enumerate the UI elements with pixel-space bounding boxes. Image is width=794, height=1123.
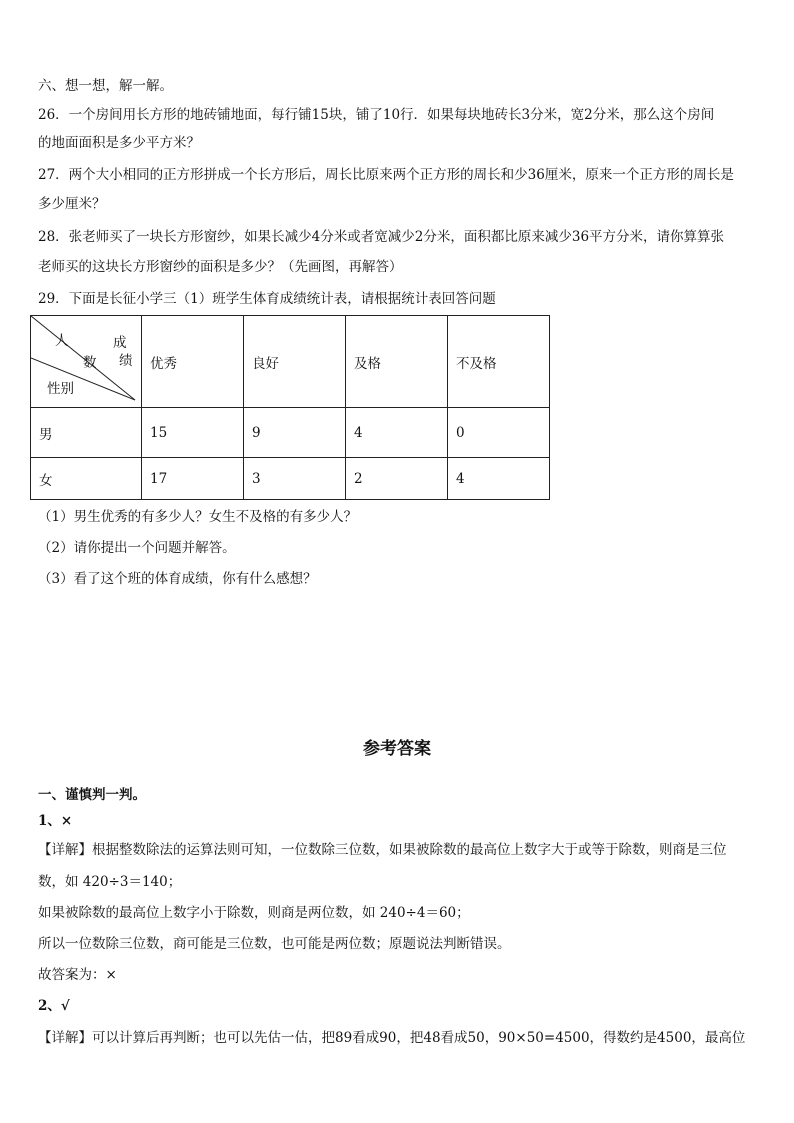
answer-2-line1: 【详解】可以计算后再判断；也可以先估一估，把89看成90，把48看成50，90×50=4500，得数约是4500，最高位 [38, 1030, 746, 1046]
corner-label-score-2: 绩 [119, 353, 133, 369]
table-cell: 4 [448, 458, 550, 500]
column-header: 不及格 [448, 316, 550, 408]
table-cell: 9 [244, 408, 346, 458]
table-cell: 3 [244, 458, 346, 500]
table-cell: 17 [142, 458, 244, 500]
answer-1-line4: 所以一位数除三位数，商可能是三位数，也可能是两位数；原题说法判断错误。 [38, 936, 511, 952]
corner-label-score-1: 成 [113, 335, 127, 351]
corner-label-count: 数 [83, 355, 97, 371]
question-29-sub3: （3）看了这个班的体育成绩，你有什么感想？ [38, 571, 317, 587]
row-label: 女 [31, 458, 142, 500]
question-26-line2: 的地面面积是多少平方米？ [38, 135, 200, 151]
question-29-sub1: （1）男生优秀的有多少人？女生不及格的有多少人？ [38, 509, 358, 525]
table-cell: 0 [448, 408, 550, 458]
corner-label-gender: 性别 [47, 381, 74, 397]
table-row [31, 408, 550, 458]
answer-1-line1: 【详解】根据整数除法的运算法则可知，一位数除三位数，如果被除数的最高位上数字大于或等于除数，则商是三位 [38, 842, 727, 858]
question-27-line2: 多少厘米？ [38, 196, 106, 212]
row-label: 男 [31, 408, 142, 458]
corner-label-people: 人 [55, 333, 69, 349]
table-cell: 15 [142, 408, 244, 458]
question-28-line2: 老师买的这块长方形窗纱的面积是多少？（先画图，再解答） [38, 259, 403, 275]
question-29-sub2: （2）请你提出一个问题并解答。 [38, 540, 236, 556]
question-29-title: 29．下面是长征小学三（1）班学生体育成绩统计表，请根据统计表回答问题 [38, 291, 496, 307]
section6-title: 六、想一想，解一解。 [38, 78, 173, 94]
column-header: 及格 [346, 316, 448, 408]
score-table [30, 315, 550, 500]
answer-1-line3: 如果被除数的最高位上数字小于除数，则商是两位数，如 240÷4＝60； [38, 905, 470, 921]
question-26-line1: 26．一个房间用长方形的地砖铺地面，每行铺15块，铺了10行．如果每块地砖长3分米，宽2分米，那么这个房间 [38, 107, 715, 123]
table-cell: 4 [346, 408, 448, 458]
answers-title: 参考答案 [363, 739, 431, 759]
table-row [31, 458, 550, 500]
question-27-line1: 27．两个大小相同的正方形拼成一个长方形后，周长比原来两个正方形的周长和少36厘米，原来一个正方形的周长是 [38, 167, 734, 183]
question-28-line1: 28．张老师买了一块长方形窗纱，如果长减少4分米或者宽减少2分米，面积都比原来减少36平方分米，请你算算张 [38, 229, 725, 245]
answer-1-line5: 故答案为：× [38, 967, 117, 983]
answer-2-label: 2、√ [38, 998, 70, 1014]
answers-section1-title: 一、谨慎判一判。 [38, 787, 146, 803]
answer-1-line2: 数，如 420÷3＝140； [38, 874, 182, 890]
diagonal-header-cell [31, 316, 142, 408]
column-header: 良好 [244, 316, 346, 408]
answer-1-label: 1、× [38, 813, 73, 829]
table-cell: 2 [346, 458, 448, 500]
table-header-row [31, 316, 550, 408]
column-header: 优秀 [142, 316, 244, 408]
